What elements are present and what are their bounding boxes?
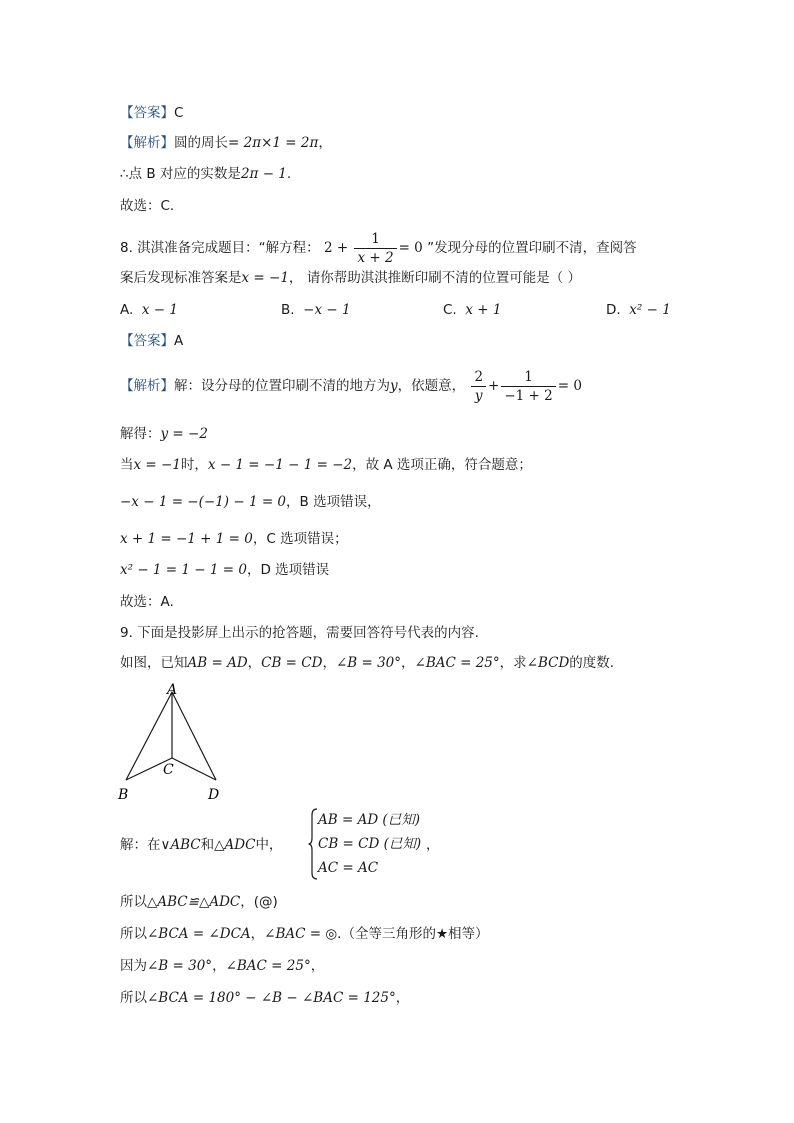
q9-math: ∠BAC = 25° [414,655,500,671]
q7-punct: ， [318,135,332,151]
q8-math: −x − 1 = −(−1) − 1 = 0 [120,494,287,510]
q9-text: ，(@) [240,894,278,910]
q8-frac-a: 2 [323,240,333,256]
q8-sol-text: 解：设分母的位置印刷不清的地方为 [174,378,390,394]
q8-conclusion: 故选：A. [120,594,174,610]
q8-text: ，C 选项错误； [252,531,348,547]
answer-tag: 【答案】 [120,333,174,349]
q9-text: 中， [255,837,283,853]
q8-text: 时， [180,457,208,473]
q9-math: △ABC≌△ADC [147,894,241,910]
q9-sep: ， [401,655,415,671]
system-row: AC = AC [318,860,379,876]
q8-math: x + 1 = −1 + 1 = 0 [120,531,253,547]
option-expr: x² − 1 [629,302,671,318]
q8-stem-text: 案后发现标准答案是 [120,270,242,286]
q8-stem-text: ”发现分母的位置印刷不清，查阅答 [427,240,637,256]
option-label: D. [606,302,621,318]
q7-text: 圆的周长 [174,135,228,151]
q8-math: x = −1 [133,457,181,473]
q9-math: AB = AD [187,655,248,671]
system-end: ， [426,837,440,853]
q9-math: ∨ABC [160,837,201,853]
option-label: B. [281,302,295,318]
label-a: A [167,682,178,698]
option-expr: x − 1 [141,302,178,318]
q9-math: ∠B = 30° [335,655,402,671]
q8-answer: A [174,333,184,349]
q9-math: ∠BAC = 25° [225,958,311,974]
q7-math: 2π − 1 [240,166,287,182]
q8-stem-text: ， 请你帮助淇淇推断印刷不清的位置可能是（ ） [288,270,582,286]
q9-text: ， [395,990,410,1006]
option-label: C. [443,302,457,318]
q7-conclusion: 故选：C. [120,198,175,214]
q9-text: 解：在 [120,837,161,853]
q8-stem-text: 8. 淇淇准备完成题目：“解方程： [120,240,320,256]
q9-step-2 [120,924,489,944]
answer-tag: 【答案】 [120,105,174,121]
frac-den: −1 + 2 [501,386,555,405]
q9-text: 所以 [120,990,147,1006]
q9-text: ，求 [499,655,527,671]
q8-option-c [443,300,501,320]
q9-text: ， [212,958,226,974]
q8-frac-num: 1 [371,230,380,247]
q8-sol-text: ，依题意， [397,378,466,394]
q7-math: = 2π×1 = 2π [228,135,319,151]
q8-solve-line [120,424,208,444]
q9-text: 的度数. [569,655,615,671]
option-expr: −x − 1 [303,302,351,318]
analysis-tag: 【解析】 [120,378,174,394]
q9-text: ， [250,926,265,942]
q8-stem-line-2 [120,268,581,288]
analysis-tag: 【解析】 [120,135,174,151]
q9-text: ， [310,958,325,974]
q8-analysis-line: 【解析】解：设分母的位置印刷不清的地方为y，依题意， $\frac{2}{y}$ + $\frac{1}{-1 + 2}$ = 0 [120,368,582,404]
q9-math: ∠B = 30° [147,958,213,974]
system-row: AB = AD (已知) [318,812,420,828]
q8-math: x − 1 = −1 − 1 = −2 [207,457,353,473]
q9-math: ∠BCA = ∠DCA [147,926,251,942]
q9-text: 所以 [120,926,147,942]
option-expr: x + 1 [465,302,502,318]
q9-text: 如图，已知 [120,655,188,671]
q8-case-d [120,560,329,580]
q8-frac-den: x + 2 [354,248,396,267]
label-b: B [118,787,129,803]
option-label: A. [120,302,134,318]
q8-math: x² − 1 = 1 − 1 = 0 [120,562,247,578]
q7-answer-line [120,103,183,123]
label-c: C [163,762,174,778]
q8-stem-line-1: 8. 淇淇准备完成题目：“解方程： 2 + $\frac{1}{x + 2}$ = 0 ”发现分母的位置印刷不清，查阅答 [120,230,637,266]
q9-math: ∠BAC = ◎ [264,926,338,942]
q8-option-a [120,300,178,320]
q9-math: ∠BCA = 180° − ∠B − ∠BAC = 125° [147,990,396,1006]
frac-num: 2 [474,368,484,385]
q9-text: 所以 [120,894,147,910]
system-row: CB = CD (已知) [318,836,422,852]
q7-answer: C [174,105,184,121]
q9-given [120,653,614,673]
q8-case-b [120,492,381,512]
q7-line-2 [120,164,291,184]
q9-step-3 [120,956,324,976]
q9-step-4 [120,988,409,1008]
equation-system [308,808,432,880]
q8-eq: = 0 [398,240,423,256]
q8-sol-var: y [390,378,398,394]
q8-text: ，B 选项错误， [286,494,381,510]
q8-text: ，D 选项错误 [246,562,330,578]
q9-solution-line [120,835,282,855]
q8-case-c [120,529,348,549]
q7-text: ∴点 B 对应的实数是 [120,166,241,182]
q8-fraction [354,230,396,267]
brace-icon [308,808,318,880]
q8-sol-eq: = 0 [557,378,582,394]
q9-math: CB = CD [261,655,323,671]
q8-sol-fraction-b [501,368,555,405]
q9-sep: ， [322,655,336,671]
segment-ad [172,692,216,780]
q7-analysis-line [120,133,332,153]
q8-option-b [281,300,351,320]
triangle-figure [112,678,232,806]
q8-sol-fraction-a [471,368,486,405]
segment-cd [172,758,216,780]
q8-text: ，故 A 选项正确，符合题意； [352,457,532,473]
q8-option-d [606,300,671,320]
q9-step-1 [120,892,278,912]
q9-text: 因为 [120,958,147,974]
q8-text: 当 [120,457,134,473]
frac-num: 1 [524,368,533,385]
q9-math: ∠BCD [526,655,570,671]
q9-text: 和 [200,837,215,853]
frac-den: y [471,386,486,405]
q8-case-a [120,455,532,475]
q8-math: y = −2 [160,426,208,442]
q7-punct: . [286,166,292,182]
q8-stem-math: x = −1 [241,270,289,286]
q9-stem: 9. 下面是投影屏上出示的抢答题，需要回答符号代表的内容. [120,625,479,641]
q9-math: △ADC [214,837,256,853]
q8-answer-line [120,331,183,351]
q8-text: 解得： [120,426,161,442]
q9-sep: ， [247,655,262,671]
q9-text: .（全等三角形的★相等） [337,926,489,942]
label-d: D [208,787,220,803]
